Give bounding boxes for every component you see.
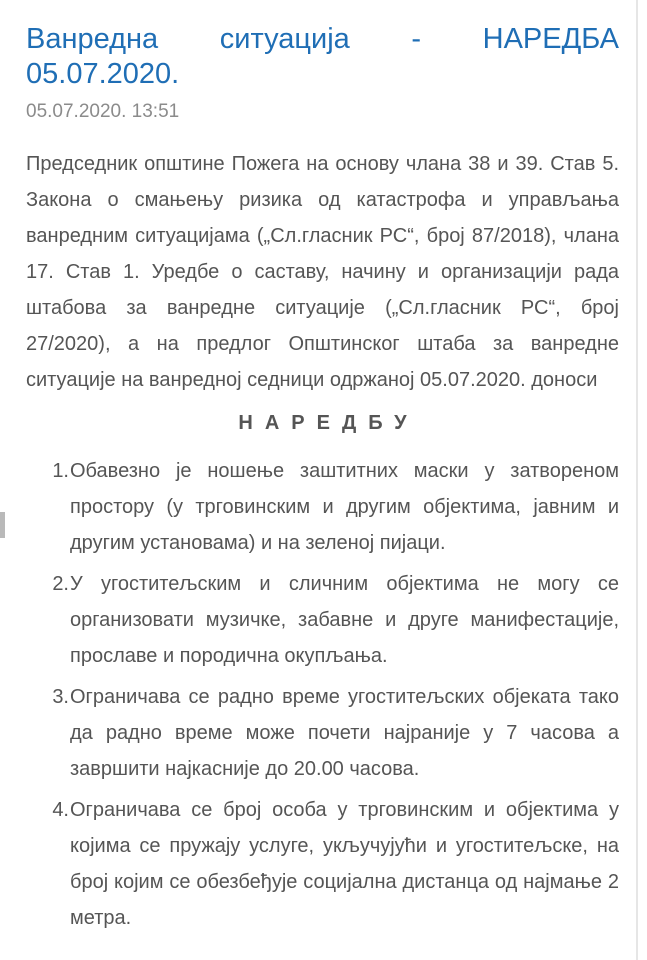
order-number: 2. <box>52 573 69 595</box>
article <box>26 22 619 941</box>
right-edge-line <box>636 0 638 960</box>
order-number: 3. <box>52 686 69 708</box>
order-item-2 <box>26 566 619 674</box>
order-item-4 <box>26 792 619 936</box>
article-title: Ванредна ситуација - НАРЕДБА 05.07.2020. <box>26 23 619 90</box>
order-item-3 <box>26 679 619 787</box>
article-intro: Председник општине Пожега на основу члана 38 и 39. Став 5. Закона о смањењу ризика од катастрофа и управљања ванредним ситуацијама („Сл.гласник РС“, број 87/2018), члана 17. Став 1. Уредбе о саставу, начину и организацији рада штабова за ванредне ситуације („Сл.гласник РС“, број 27/2020), а на предлог Општинског штаба за ванредне ситуације на ванредној седници одржаној 05.07.2020. доноси <box>26 153 619 391</box>
order-text: Ограничава се број особа у трговинским и објектима у којима се пружају услуге, укључујући и угоститељске, на број којим се обезбеђује социјална дистанца од најмање 2 метра. <box>70 799 619 929</box>
order-number: 1. <box>52 460 69 482</box>
order-item-1 <box>26 453 619 561</box>
order-text: Ограничава се радно време угоститељских објеката тако да радно време може почети најраније у 7 часова а завршити најкасније до 20.00 часова. <box>70 686 619 780</box>
order-text: У угоститељским и сличним објектима не могу се организовати музичке, забавне и друге манифестације, прославе и породична окупљања. <box>70 573 619 667</box>
order-list <box>26 453 619 936</box>
article-date: 05.07.2020. 13:51 <box>26 101 180 122</box>
left-scroll-marker <box>0 512 5 538</box>
order-text: Обавезно је ношење заштитних маски у затвореном простору (у трговинским и другим објектима, јавним и другим установама) и на зеленој пијаци. <box>70 460 619 554</box>
order-heading: НАРЕДБУ <box>238 412 419 434</box>
order-number: 4. <box>52 799 69 821</box>
